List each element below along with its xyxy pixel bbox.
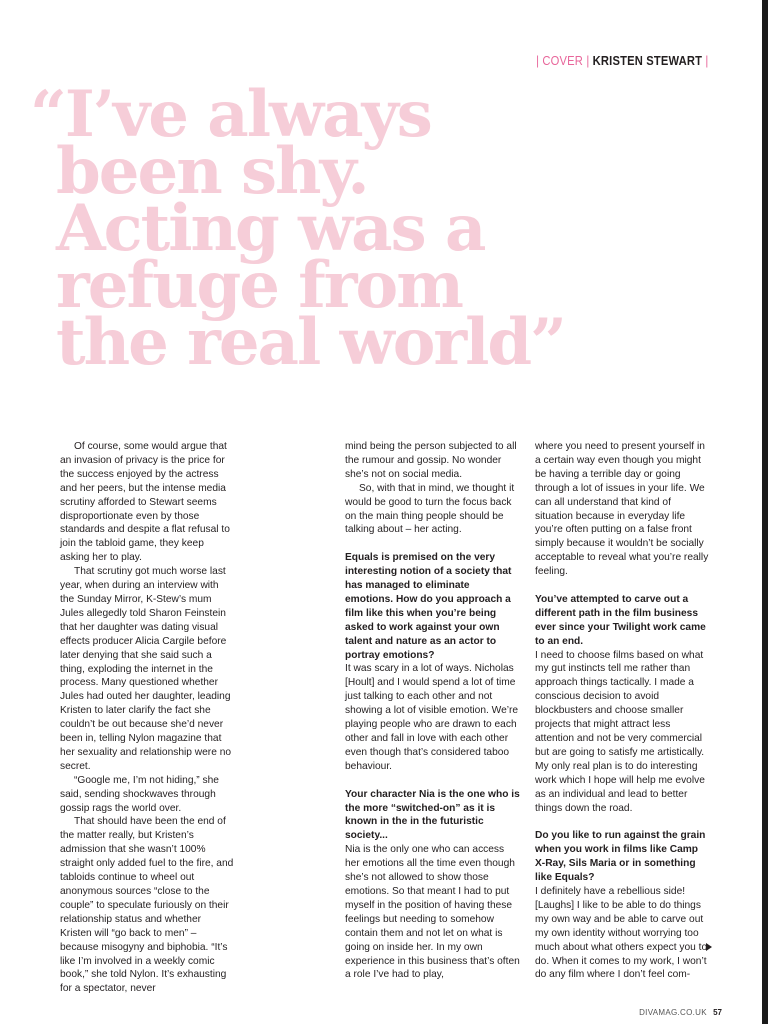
pull-quote-line: the real world” bbox=[56, 305, 565, 380]
running-head bbox=[536, 53, 708, 68]
interview-answer: It was scary in a lot of ways. Nicholas [Hoult] and I would spend a lot of time just talking to each other and not showing a lot of visible emotion. We’re playing people who are drawn to each other and fall in love with each other even though that’s considered taboo behaviour. bbox=[345, 663, 519, 772]
interview-question: Equals is premised on the very interesting notion of a society that has managed to eliminate emotions. How do you approach a film like this when you’re being asked to work against your own talent and nature as an actor to portray emotions? bbox=[345, 552, 512, 661]
pull-quote-line: been shy. bbox=[56, 134, 368, 209]
pull-quote-line: refuge from bbox=[56, 248, 462, 323]
interview-question: You’ve attempted to carve out a different path in the film business ever since your Twilight work came to an end. bbox=[535, 593, 706, 647]
pull-quote-line: “I’ve always bbox=[30, 77, 431, 152]
website-url: DIVAMAG.CO.UK bbox=[639, 1008, 707, 1017]
continue-arrow-icon bbox=[706, 943, 712, 951]
interview-answer: I definitely have a rebellious side! [Laughs] I like to be able to do things my own way and be able to carve out my own identity without worrying too much about what others expect you to do. When it comes to my work, I won’t do any film where I don’t feel com- bbox=[535, 885, 708, 981]
body-paragraph: That scrutiny got much worse last year, when during an interview with the Sunday Mirror, K-Stew’s mum Jules allegedly told Sharon Feinstein that her daughter was dating visual effects producer Alicia Cargile before later denying that she said such a thing, exploding the internet in the process. Many questioned whether Jules had outed her daughter, leading Kristen to later clarify the fact she couldn’t be out because she’d never been in, telling Nylon magazine that her sexuality and relationship were no secret. bbox=[60, 566, 232, 772]
article-column-1 bbox=[60, 440, 235, 996]
body-paragraph: “Google me, I’m not hiding,” she said, sending shockwaves through gossip rags the world over. bbox=[60, 774, 219, 814]
page-footer bbox=[639, 1008, 722, 1017]
body-paragraph: Of course, some would argue that an invasion of privacy is the price for the success enjoyed by the actress and her peers, but the intense media scrutiny afforded to Stewart seems disproportionate even by those standards and despite a flat refusal to join the tabloid game, they keep asking her to play. bbox=[60, 441, 230, 564]
body-paragraph: where you need to present yourself in a certain way even though you might be having a terrible day or going through a lot of issues in your life. We can all understand that kind of situation because in everyday life you’re often putting on a false front simply because it wouldn’t be socially acceptable to reveal what you’re really feeling. bbox=[535, 441, 709, 578]
interview-answer: Nia is the only one who can access her emotions all the time even though she’s not allowed to show those emotions. So that meant I had to put myself in the position of having these feelings but needing to somehow contain them and not let on what is going on inside her. In my own experience in this business that’s often a role I’ve had to play, bbox=[345, 844, 520, 981]
body-paragraph: That should have been the end of the matter really, but Kristen’s admission that she wasn’t 100% straight only added fuel to the fire, and tabloids continue to wheel out anonymous sources “close to the couple” to speculate furiously on their relationship status and whether Kristen will “go back to men” – because misogyny and biphobia. “It’s like I’m involved in a weekly comic book,” she told Nylon. It’s exhausting for a spectator, never bbox=[60, 816, 234, 995]
divider-bar: | bbox=[535, 53, 539, 68]
divider-bar: | bbox=[585, 53, 589, 68]
interview-question: Your character Nia is the one who is the more “switched-on” as it is known in the in the futuristic society... bbox=[345, 788, 520, 842]
pull-quote-line: Acting was a bbox=[56, 191, 485, 266]
article-column-3 bbox=[535, 440, 710, 982]
pull-quote bbox=[30, 77, 565, 380]
page-number: 57 bbox=[713, 1008, 722, 1017]
article-column-2 bbox=[345, 440, 520, 982]
body-paragraph: mind being the person subjected to all the rumour and gossip. No wonder she’s not on social media. bbox=[345, 441, 517, 480]
divider-bar: | bbox=[704, 53, 708, 68]
interview-question: Do you like to run against the grain when you work in films like Camp X-Ray, Sils Maria or in something like Equals? bbox=[535, 830, 706, 884]
subject-name: KRISTEN STEWART bbox=[592, 53, 702, 68]
section-label: COVER bbox=[541, 53, 583, 68]
page-edge-divider bbox=[762, 0, 768, 1024]
interview-answer: I need to choose films based on what my gut instincts tell me rather than approach things tactically. I made a conscious decision to avoid blockbusters and choose smaller projects that might attract less attention and not be very commercial but are going to satisfy me artistically. My only real plan is to do interesting work which I hope will help me evolve as an individual and lead to better things down the road. bbox=[535, 649, 705, 814]
body-paragraph: So, with that in mind, we thought it would be good to turn the focus back on the main thing people should be talking about – her acting. bbox=[345, 482, 515, 536]
